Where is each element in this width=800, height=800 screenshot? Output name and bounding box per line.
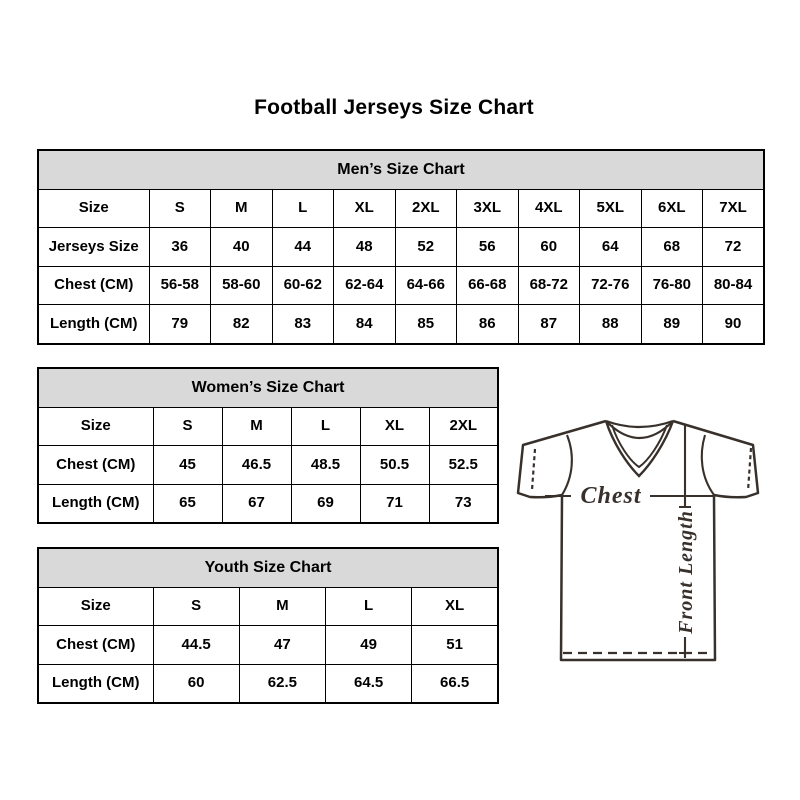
cell: 64.5 [326, 664, 412, 703]
cell: 58-60 [211, 266, 273, 305]
cell: 84 [334, 305, 396, 344]
front-length-label: Front Length [675, 510, 697, 634]
cell: 68-72 [518, 266, 580, 305]
cell: 52 [395, 228, 457, 267]
womens-size-table [37, 367, 499, 524]
cell: 83 [272, 305, 334, 344]
row-label: Chest (CM) [38, 626, 153, 665]
page-title: Football Jerseys Size Chart [254, 96, 534, 119]
jersey-outline [518, 421, 758, 660]
row-label: Chest (CM) [38, 266, 149, 305]
mens-size-table [37, 149, 765, 345]
table-title: Youth Size Chart [38, 548, 498, 587]
armhole-seam-left [562, 435, 572, 495]
cell: 90 [703, 305, 765, 344]
cell: S [153, 587, 239, 626]
cell: 88 [580, 305, 642, 344]
cell: 62.5 [239, 664, 325, 703]
row-label: Length (CM) [38, 664, 153, 703]
cell: 47 [239, 626, 325, 665]
table-row [38, 446, 498, 485]
armhole-seam-right [702, 435, 714, 495]
row-label: Chest (CM) [38, 446, 153, 485]
cell: 7XL [703, 189, 765, 228]
cell: 69 [291, 484, 360, 523]
table-header-row [38, 548, 498, 587]
table-title: Men’s Size Chart [38, 150, 764, 189]
row-label: Length (CM) [38, 305, 149, 344]
cell: 62-64 [334, 266, 396, 305]
cell: 76-80 [641, 266, 703, 305]
cell: 85 [395, 305, 457, 344]
cell: 4XL [518, 189, 580, 228]
cell: 67 [222, 484, 291, 523]
table-row [38, 484, 498, 523]
table-row [38, 664, 498, 703]
cell: L [326, 587, 412, 626]
cell: 66.5 [412, 664, 498, 703]
cell: 82 [211, 305, 273, 344]
cell: 3XL [457, 189, 519, 228]
table-title: Women’s Size Chart [38, 368, 498, 407]
cell: 50.5 [360, 446, 429, 485]
cell: 2XL [395, 189, 457, 228]
cell: 60 [153, 664, 239, 703]
cell: 64 [580, 228, 642, 267]
cell: 40 [211, 228, 273, 267]
table-row [38, 189, 764, 228]
cell: M [239, 587, 325, 626]
table-row [38, 587, 498, 626]
cell: 87 [518, 305, 580, 344]
cell: M [211, 189, 273, 228]
cell: 46.5 [222, 446, 291, 485]
cell: S [153, 407, 222, 446]
table-row [38, 407, 498, 446]
cell: 60-62 [272, 266, 334, 305]
cell: XL [334, 189, 396, 228]
cuff-stitch-right [748, 448, 751, 491]
cell: 45 [153, 446, 222, 485]
cell: 51 [412, 626, 498, 665]
table-row [38, 626, 498, 665]
cell: 6XL [641, 189, 703, 228]
table-header-row [38, 368, 498, 407]
cell: 52.5 [429, 446, 498, 485]
row-label: Length (CM) [38, 484, 153, 523]
row-label: Size [38, 407, 153, 446]
cell: M [222, 407, 291, 446]
row-label: Size [38, 587, 153, 626]
cell: 60 [518, 228, 580, 267]
cell: 64-66 [395, 266, 457, 305]
cell: 56-58 [149, 266, 211, 305]
cell: 71 [360, 484, 429, 523]
cell: 79 [149, 305, 211, 344]
cell: 56 [457, 228, 519, 267]
cell: S [149, 189, 211, 228]
cell: 48.5 [291, 446, 360, 485]
cell: L [291, 407, 360, 446]
table-row [38, 228, 764, 267]
cell: 44.5 [153, 626, 239, 665]
table-row [38, 266, 764, 305]
cell: 86 [457, 305, 519, 344]
table-row [38, 305, 764, 344]
cell: 89 [641, 305, 703, 344]
cell: L [272, 189, 334, 228]
youth-size-table [37, 547, 499, 704]
cell: 72 [703, 228, 765, 267]
cell: 49 [326, 626, 412, 665]
chest-label: Chest [580, 483, 642, 509]
cell: 66-68 [457, 266, 519, 305]
cell: 72-76 [580, 266, 642, 305]
cell: 44 [272, 228, 334, 267]
cell: 48 [334, 228, 396, 267]
cell: 80-84 [703, 266, 765, 305]
jersey-measurement-diagram [505, 403, 767, 665]
table-header-row [38, 150, 764, 189]
collar-top-curve [606, 421, 673, 427]
row-label: Jerseys Size [38, 228, 149, 267]
cell: 36 [149, 228, 211, 267]
cell: XL [412, 587, 498, 626]
cell: 65 [153, 484, 222, 523]
cell: 73 [429, 484, 498, 523]
row-label: Size [38, 189, 149, 228]
cuff-stitch-left [532, 449, 535, 490]
cell: XL [360, 407, 429, 446]
cell: 2XL [429, 407, 498, 446]
cell: 68 [641, 228, 703, 267]
cell: 5XL [580, 189, 642, 228]
